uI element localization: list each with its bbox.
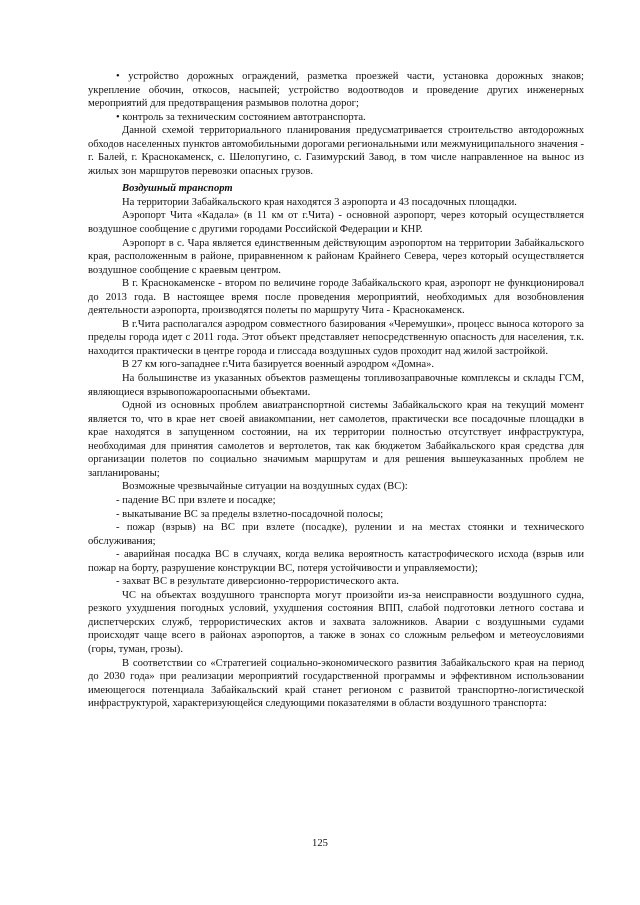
list-item-emergency-landing: - аварийная посадка ВС в случаях, когда велика вероятность катастрофического исхода (взрыв или пожар на борту, разрушение конструкции ВС, потеря устойчивости и управляемости); [88,549,584,574]
paragraph-cheremushki-airfield: В г.Чита располагался аэродром совместного базирования «Черемушки», процесс выноса которого за пределы города идет с 2011 года. Этот объект представляет непосредственную опасность для населения, т.к. находится практически в центре города и глиссада воздушных судов проходит над жилой застройкой. [88,318,584,357]
paragraph-domna-airfield: В 27 км юго-западнее г.Чита базируется военный аэродром «Домна». [122,359,435,371]
page-number: 125 [312,838,328,849]
paragraph-bypass-roads: Данной схемой территориального планирования предусматривается строительство автодорожных обходов населенных пунктов автомобильными дорогами региональными или межмуниципального значения - г. Балей, г. Краснокаменск, с. Шелопугино, с. Газимурский Завод, в том числе направленное на вынос из жилых зон маршрутов перевозки опасных грузов. [88,125,584,177]
bullet-road-barriers: • устройство дорожных ограждений, разметка проезжей части, установка дорожных знаков; укрепление обочин, откосов, насыпей; устройство водоотводов и проведение других инженерных мероприятий для предотвращения размывов полотна дорог; [88,71,584,110]
list-item-fall: - падение ВС при взлете и посадке; [116,494,276,506]
list-item-hijacking: - захват ВС в результате диверсионно-террористического акта. [116,576,399,588]
bullet-vehicle-control: • контроль за техническим состоянием автотранспорта. [116,111,366,123]
list-item-runway-excursion: - выкатывание ВС за пределы взлетно-посадочной полосы; [116,508,384,520]
page-body [88,70,584,711]
paragraph-emergencies-intro: Возможные чрезвычайные ситуации на воздушных судах (ВС): [122,481,408,493]
list-item-fire: - пожар (взрыв) на ВС при взлете (посадке), рулении и на местах стоянки и технического обслуживания; [88,522,584,547]
paragraph-strategy-2030: В соответствии со «Стратегией социально-экономического развития Забайкальского края на период до 2030 года» при реализации мероприятий государственной программы и эффективном использовании имеющегося потенциала Забайкальский край станет регионом с развитой транспортно-логистической инфраструктурой, характеризующейся следующими показателями в области воздушного транспорта: [88,657,584,710]
paragraph-airports-count: На территории Забайкальского края находятся 3 аэропорта и 43 посадочных площадки. [122,196,517,208]
section-heading-air-transport: Воздушный транспорт [122,183,233,195]
paragraph-krasnokamensk-airport: В г. Краснокаменске - втором по величине городе Забайкальского края, аэропорт не функционировал до 2013 года. В настоящее время после проведения мероприятий, необходимых для возобновления деятельности аэропорта, производятся полеты по маршруту Чита - Краснокаменск. [88,278,584,317]
paragraph-main-problems: Одной из основных проблем авиатранспортной системы Забайкальского края на текущий момент является то, что в крае нет своей авиакомпании, нет самолетов, практически все посадочные площадки в крае находятся в запущенном состоянии, на их территории полностью отсутствует инфраструктура, необходимая для принятия самолетов и вертолетов, так как бюджетом Забайкальского края средства для организации полетов по социально значимым маршрутам и для решения вышеуказанных проблем не запланированы; [88,400,584,479]
paragraph-emergency-causes: ЧС на объектах воздушного транспорта могут произойти из-за неисправности воздушного судна, резкого ухудшения погодных условий, ухудшения состояния ВПП, слабой подготовки летного состава и диспетчерских служб, террористических актов и захвата заложников. Аварии с воздушными судами происходят чаще всего в районах аэропортов, а также в зонах со сложным рельефом и метеоусловиями (горы, туман, грозы). [88,589,584,655]
paragraph-fuel-complexes: На большинстве из указанных объектов размещены топливозаправочные комплексы и склады ГСМ, являющиеся взрывопожароопасными объектами. [88,373,584,398]
paragraph-chita-kadala: Аэропорт Чита «Кадала» (в 11 км от г.Чита) - основной аэропорт, через который осуществляется воздушное сообщение с другими городами Российской Федерации и КНР. [88,210,584,236]
paragraph-chara-airport: Аэропорт в с. Чара является единственным действующим аэропортом на территории Забайкальского края, расположенным в районе, приравненном к районам Крайнего Севера, через который осуществляется воздушное сообщение с краевым центром. [88,237,584,276]
